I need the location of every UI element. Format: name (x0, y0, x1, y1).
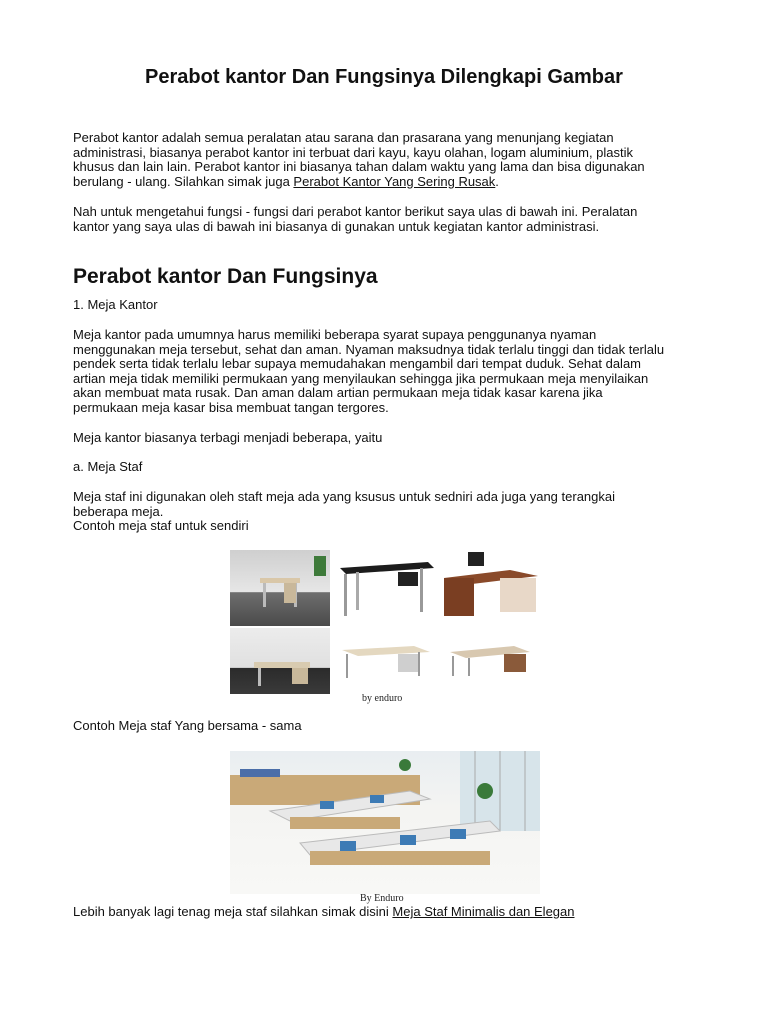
image-credit: By Enduro (360, 893, 404, 904)
text-line: kantor yang saya ulas di bawah ini biasanya di gunakan untuk kegiatan kantor administrasi. (73, 218, 600, 234)
list-item-meja-kantor: 1. Meja Kantor (73, 297, 158, 312)
text-line (73, 175, 703, 190)
desk-photo-1 (230, 550, 330, 626)
paragraph-meja-kantor (73, 328, 703, 416)
desk-photo-3 (440, 550, 540, 626)
page-title: Perabot kantor Dan Fungsinya Dilengkapi Gambar (145, 66, 623, 88)
paragraph-fungsi (73, 205, 703, 234)
text-line: Perabot kantor adalah semua peralatan atau sarana dan prasarana yang menunjang kegiatan (73, 130, 614, 145)
text-line: beberapa meja. (73, 503, 164, 519)
intro-paragraph (73, 131, 703, 189)
text-line: permukaan meja kasar bisa membuat tangan tergores. (73, 399, 389, 415)
paragraph-lebih-banyak (73, 905, 723, 920)
text-line: artian meja tidak memiliki permukaan yang menyilaukan sehingga jika permukaan meja menyilaikan (73, 370, 649, 386)
text-segment: Lebih banyak lagi tenag meja staf silahkan simak disini (73, 904, 393, 919)
text-line: administrasi, biasanya perabot kantor ini terbuat dari kayu, kayu olahan, logam aluminium, plastik (73, 144, 634, 160)
caption-meja-bersama: Contoh Meja staf Yang bersama - sama (73, 718, 302, 733)
link-perabot-rusak[interactable]: Perabot Kantor Yang Sering Rusak (293, 173, 496, 189)
text-line: Contoh meja staf untuk sendiri (73, 518, 249, 534)
section-heading: Perabot kantor Dan Fungsinya (73, 265, 378, 288)
sub-heading-meja-staf: a. Meja Staf (73, 459, 143, 474)
link-meja-staf-minimalis[interactable]: Meja Staf Minimalis dan Elegan (392, 904, 575, 919)
text-line: akan membuat mata rusak. Dan aman dalam artian permukaan meja tidak kasar karena jika (73, 385, 603, 401)
text-segment: berulang - ulang. Silahkan simak juga (73, 173, 294, 189)
desk-photo-2 (334, 550, 438, 626)
desk-photo-4 (230, 628, 330, 694)
text-line: khusus dan lain lain. Perabot kantor ini biasanya tahan dalam waktu yang lama dan bisa digunakan (73, 159, 645, 175)
image-credit: by enduro (362, 693, 403, 704)
text-line: Meja staf ini digunakan oleh staft meja ada yang ksusus untuk sedniri ada juga yang terangkai (73, 489, 616, 504)
paragraph-meja-staf (73, 490, 703, 534)
text-segment: . (495, 173, 499, 189)
desk-photo-5 (334, 628, 438, 694)
text-line: menggunakan meja tersebut, sehat dan aman. Nyaman maksudnya tidak terlalu tinggi dan tidak terlalu (73, 341, 665, 357)
text-line: Nah untuk mengetahui fungsi - fungsi dari perabot kantor berikut saya ulas di bawah ini. Peralatan (73, 204, 638, 219)
text-line: Meja kantor pada umumnya harus memiliki beberapa syarat supaya penggunanya nyaman (73, 327, 597, 342)
office-photo (230, 751, 540, 894)
paragraph-jenis: Meja kantor biasanya terbagi menjadi beberapa, yaitu (73, 430, 383, 445)
desk-photo-6 (440, 628, 540, 694)
text-line: pendek serta tidak terlalu lebar supaya memudahakan mengambil dari tempat duduk. Sehat dalam (73, 356, 642, 372)
